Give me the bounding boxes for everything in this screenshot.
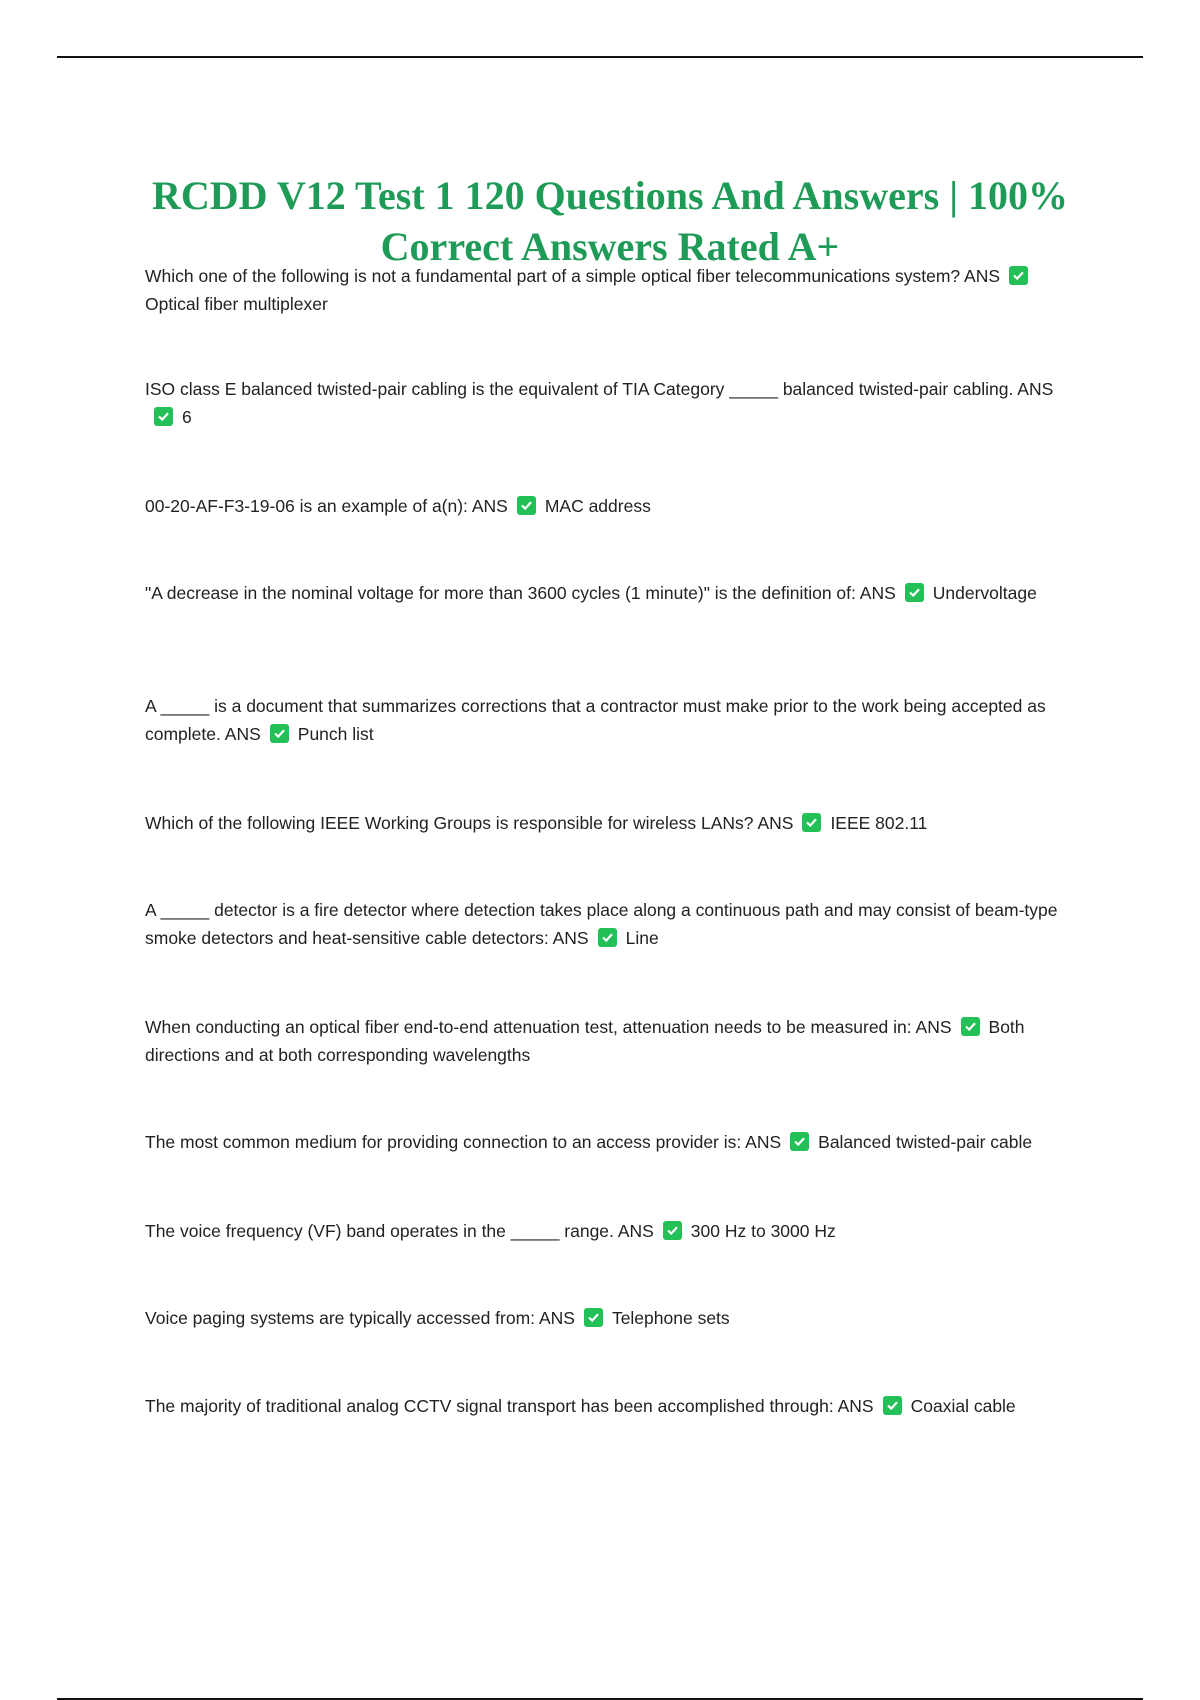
question-text: A _____ detector is a fire detector where detection takes place along a continuous path and may consist of beam-type smoke detectors and heat-sensitive cable detectors: [145, 900, 1058, 948]
qa-item [145, 492, 1090, 520]
answer-text: IEEE 802.11 [830, 813, 928, 833]
answer-text: Telephone sets [611, 1308, 730, 1328]
question-text: ISO class E balanced twisted-pair cabling is the equivalent of TIA Category _____ balanced twisted-pair cabling. [145, 379, 1014, 399]
ans-label: ANS [964, 266, 1001, 286]
question-text: A _____ is a document that summarizes corrections that a contractor must make prior to the work being accepted as complete. [145, 696, 1046, 744]
green-checkmark-icon [598, 928, 617, 947]
green-checkmark-icon [883, 1396, 902, 1415]
ans-label: ANS [837, 1396, 874, 1416]
answer-text: Line [625, 928, 659, 948]
answer-text: 6 [182, 407, 192, 427]
answer-text: Balanced twisted-pair cable [818, 1132, 1033, 1152]
ans-label: ANS [538, 1308, 575, 1328]
answer-text: 300 Hz to 3000 Hz [690, 1221, 836, 1241]
question-text: When conducting an optical fiber end-to-end attenuation test, attenuation needs to be measured in: [145, 1017, 912, 1037]
ans-label: ANS [224, 724, 261, 744]
green-checkmark-icon [802, 813, 821, 832]
green-checkmark-icon [663, 1221, 682, 1240]
ans-label: ANS [617, 1221, 654, 1241]
green-checkmark-icon [905, 583, 924, 602]
qa-item [145, 1217, 1090, 1245]
green-checkmark-icon [270, 724, 289, 743]
question-text: Which of the following IEEE Working Groups is responsible for wireless LANs? [145, 813, 754, 833]
qa-item [145, 579, 1090, 607]
answer-text: Undervoltage [932, 583, 1037, 603]
green-checkmark-icon [790, 1132, 809, 1151]
question-text: "A decrease in the nominal voltage for more than 3600 cycles (1 minute)" is the definition of: [145, 583, 856, 603]
question-text: The voice frequency (VF) band operates in the _____ range. [145, 1221, 614, 1241]
qa-item [145, 262, 1090, 318]
ans-label: ANS [915, 1017, 952, 1037]
qa-item [145, 896, 1090, 952]
document-title: RCDD V12 Test 1 120 Questions And Answers | 100% Correct Answers Rated A+ [152, 172, 1068, 269]
qa-item [145, 1304, 1090, 1332]
ans-label: ANS [745, 1132, 782, 1152]
ans-label: ANS [757, 813, 794, 833]
question-text: Voice paging systems are typically accessed from: [145, 1308, 536, 1328]
qa-item [145, 692, 1090, 748]
qa-item [145, 1013, 1090, 1069]
top-rule [57, 56, 1143, 58]
green-checkmark-icon [961, 1017, 980, 1036]
ans-label: ANS [552, 928, 589, 948]
green-checkmark-icon [584, 1308, 603, 1327]
qa-item [145, 375, 1090, 431]
green-checkmark-icon [517, 496, 536, 515]
ans-label: ANS [1017, 379, 1054, 399]
question-text: 00-20-AF-F3-19-06 is an example of a(n): [145, 496, 468, 516]
qa-item [145, 1128, 1090, 1156]
answer-text: Optical fiber multiplexer [145, 294, 328, 314]
question-text: The most common medium for providing connection to an access provider is: [145, 1132, 742, 1152]
qa-item [145, 1392, 1090, 1420]
green-checkmark-icon [1009, 266, 1028, 285]
question-text: Which one of the following is not a fundamental part of a simple optical fiber telecommunications system? [145, 266, 961, 286]
answer-text: Coaxial cable [910, 1396, 1016, 1416]
ans-label: ANS [471, 496, 508, 516]
answer-text: MAC address [544, 496, 651, 516]
green-checkmark-icon [154, 407, 173, 426]
qa-item [145, 809, 1090, 837]
answer-text: Punch list [297, 724, 374, 744]
answer-text: Both directions and at both corresponding wavelengths [145, 1017, 1025, 1065]
question-text: The majority of traditional analog CCTV signal transport has been accomplished through: [145, 1396, 834, 1416]
ans-label: ANS [859, 583, 896, 603]
